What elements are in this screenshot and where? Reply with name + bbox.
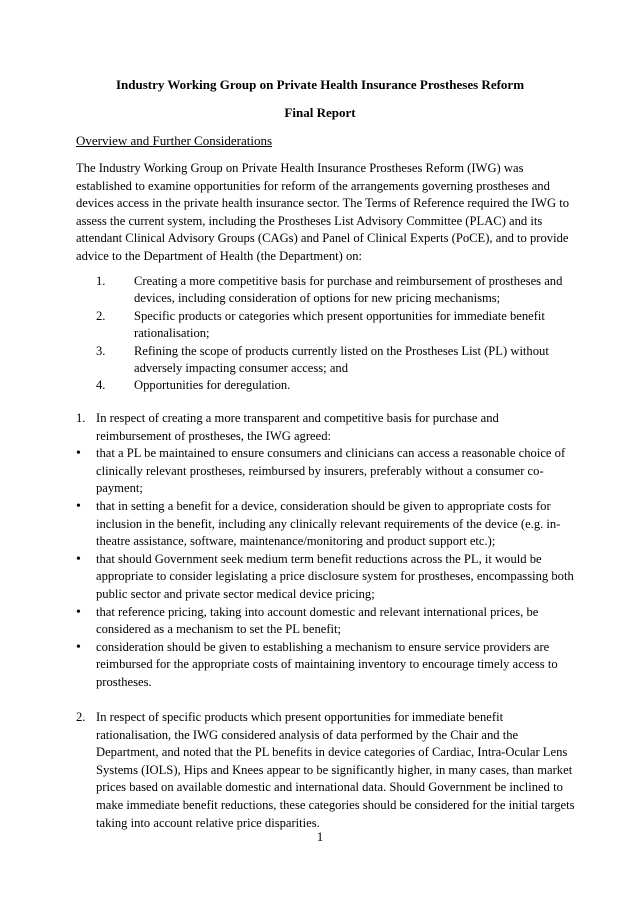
bullet-item (76, 445, 576, 498)
point-1-lead (76, 410, 576, 445)
bullet-item (76, 604, 576, 639)
bullet-icon: • (76, 604, 81, 620)
terms-item-text: Opportunities for deregulation. (134, 378, 291, 393)
bullet-text: that in setting a benefit for a device, consideration should be given to appropriate costs for inclusion in the benefit, including any clinically relevant requirements of the device (e.g. in-theatre assistance, software, maintenance/monitoring and product support etc.); (96, 498, 561, 549)
page-number: 1 (316, 829, 324, 844)
terms-item (76, 343, 576, 378)
terms-item (76, 308, 576, 343)
terms-item-number: 2. (96, 308, 106, 323)
point-2-text: In respect of specific products which present opportunities for immediate benefit rationalisation, the IWG considered analysis of data performed by the Chair and the Department, and noted that the PL benefits in device categories of Cardiac, Intra-Ocular Lens Systems (IOLS), Hips and Knees appear to be significantly higher, in many cases, than market prices based on available domestic and international data. Should Government be inclined to make immediate benefit reductions, these categories should be considered for the initial targets taking into account relative price disparities. (96, 710, 575, 830)
terms-item-number: 1. (96, 274, 106, 288)
terms-item-text: Refining the scope of products currently listed on the Prostheses List (PL) without adversely impacting consumer access; and (134, 343, 549, 376)
terms-item-text: Creating a more competitive basis for purchase and reimbursement of prostheses and devices, including consideration of options for new pricing mechanisms; (134, 274, 563, 306)
terms-item (76, 377, 576, 394)
bullet-text: that a PL be maintained to ensure consumers and clinicians can access a reasonable choice of clinically relevant prostheses, reimbursed by insurers, preferably without a consumer co-payment; (96, 446, 566, 496)
terms-of-reference-list (76, 273, 576, 395)
bullet-icon: • (76, 446, 81, 462)
bullet-item (76, 639, 576, 692)
point-1-lead-text: In respect of creating a more transparent and competitive basis for purchase and reimbursement of prostheses, the IWG agreed: (96, 411, 499, 443)
bullet-item (76, 551, 576, 604)
intro-paragraph: The Industry Working Group on Private Health Insurance Prostheses Reform (IWG) was established to examine opportunities for reform of the arrangements governing prostheses and devices access in the private health insurance sector. The Terms of Reference required the IWG to assess the current system, including the Prostheses List Advisory Committee (PLAC) and its attendant Clinical Advisory Groups (CAGs) and Panel of Clinical Experts (PoCE), and to provide advice to the Department of Health (the Department) on: (76, 161, 570, 263)
terms-item (76, 273, 576, 308)
terms-item-number: 3. (96, 343, 106, 358)
terms-item-text: Specific products or categories which present opportunities for immediate benefit rationalisation; (134, 308, 545, 341)
bullet-text: that reference pricing, taking into account domestic and relevant international prices, be considered as a mechanism to set the PL benefit; (96, 604, 539, 637)
section-heading: Overview and Further Considerations (76, 133, 273, 148)
bullet-item (76, 498, 576, 551)
bullet-text: that should Government seek medium term benefit reductions across the PL, it would be appropriate to consider legislating a price disclosure system for prostheses, encompassing both public sector and private sector medical device pricing; (96, 551, 574, 601)
point-2-section (76, 709, 576, 832)
terms-item-number: 4. (96, 378, 106, 393)
point-2-number: 2. (76, 710, 86, 724)
bullet-text: consideration should be given to establishing a mechanism to ensure service providers are reimbursed for the appropriate costs of maintaining inventory to encourage timely access to prostheses. (96, 639, 558, 689)
document-subtitle: Final Report (284, 105, 356, 120)
bullet-icon: • (76, 498, 81, 514)
bullet-icon: • (76, 639, 81, 655)
point-1-number: 1. (76, 411, 86, 425)
point-1-section (76, 410, 576, 692)
document-title: Industry Working Group on Private Health Insurance Prostheses Reform (115, 77, 525, 92)
bullet-icon: • (76, 551, 81, 567)
point-2-lead (76, 709, 576, 832)
